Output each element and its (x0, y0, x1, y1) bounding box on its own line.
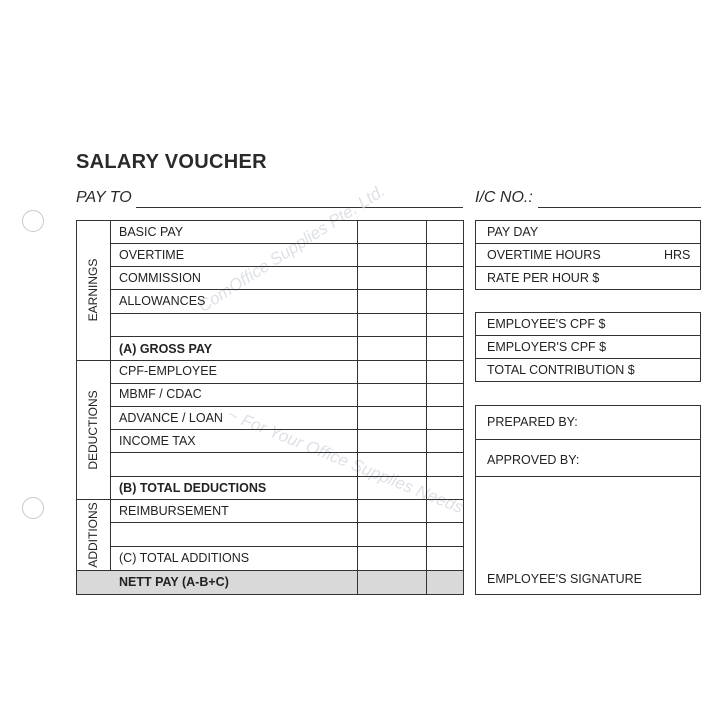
approved-by-label: APPROVED BY: (487, 453, 580, 467)
watermark-line-2: ~ For Your Office Supplies Needs (224, 405, 467, 518)
prepared-by-label: PREPARED BY: (487, 415, 578, 429)
cpf-employee-label: CPF-EMPLOYEE (119, 364, 217, 378)
ic-no-line[interactable] (538, 207, 701, 208)
row-divider (110, 476, 464, 477)
approval-box (475, 405, 701, 595)
rate-per-hour-label: RATE PER HOUR $ (487, 271, 600, 285)
hrs-unit-label: HRS (664, 248, 691, 262)
watermark-line-1: ComOffice Supplies Pte. Ltd. (195, 181, 389, 316)
row-divider (110, 429, 464, 430)
row-divider (110, 243, 464, 244)
row-divider (110, 452, 464, 453)
overtime-label: OVERTIME (119, 248, 185, 262)
gross-pay-label: (A) GROSS PAY (119, 342, 213, 356)
row-divider (110, 289, 464, 290)
amount-column-divider-2 (426, 220, 427, 595)
row-divider (110, 313, 464, 314)
punch-hole-top (22, 210, 44, 232)
commission-label: COMMISSION (119, 271, 201, 285)
pay-day-label: PAY DAY (487, 225, 539, 239)
employer-cpf-label: EMPLOYER'S CPF $ (487, 340, 607, 354)
total-deductions-label: (B) TOTAL DEDUCTIONS (119, 481, 267, 495)
row-divider (110, 266, 464, 267)
pay-to-line[interactable] (136, 207, 463, 208)
pay-to-label: PAY TO (76, 189, 132, 206)
row-divider (475, 476, 701, 477)
mbmf-cdac-label: MBMF / CDAC (119, 387, 202, 401)
row-divider (110, 383, 464, 384)
earnings-section-label: EARNINGS (86, 258, 100, 322)
row-divider (475, 439, 701, 440)
nett-pay-label: NETT PAY (A-B+C) (119, 575, 229, 589)
section-divider (76, 360, 464, 361)
reimbursement-label: REIMBURSEMENT (119, 504, 229, 518)
voucher-title: SALARY VOUCHER (76, 151, 267, 173)
deductions-section-label: DEDUCTIONS (86, 390, 100, 470)
ic-no-label: I/C NO.: (475, 189, 533, 206)
additions-section-label: ADDITIONS (86, 502, 100, 568)
row-divider (475, 358, 701, 359)
row-divider (110, 546, 464, 547)
basic-pay-label: BASIC PAY (119, 225, 184, 239)
row-divider (110, 522, 464, 523)
row-divider (110, 406, 464, 407)
employee-signature-label: EMPLOYEE'S SIGNATURE (487, 572, 642, 586)
section-divider (76, 570, 464, 571)
row-divider (475, 243, 701, 244)
income-tax-label: INCOME TAX (119, 434, 196, 448)
allowances-label: ALLOWANCES (119, 294, 206, 308)
row-divider (475, 266, 701, 267)
employee-cpf-label: EMPLOYEE'S CPF $ (487, 317, 606, 331)
punch-hole-bottom (22, 497, 44, 519)
overtime-hours-label: OVERTIME HOURS (487, 248, 601, 262)
advance-loan-label: ADVANCE / LOAN (119, 411, 223, 425)
total-contribution-label: TOTAL CONTRIBUTION $ (487, 363, 635, 377)
amount-column-divider-1 (357, 220, 358, 595)
total-additions-label: (C) TOTAL ADDITIONS (119, 551, 250, 565)
section-divider (76, 499, 464, 500)
row-divider (475, 335, 701, 336)
row-divider (110, 336, 464, 337)
section-label-divider (110, 220, 111, 571)
